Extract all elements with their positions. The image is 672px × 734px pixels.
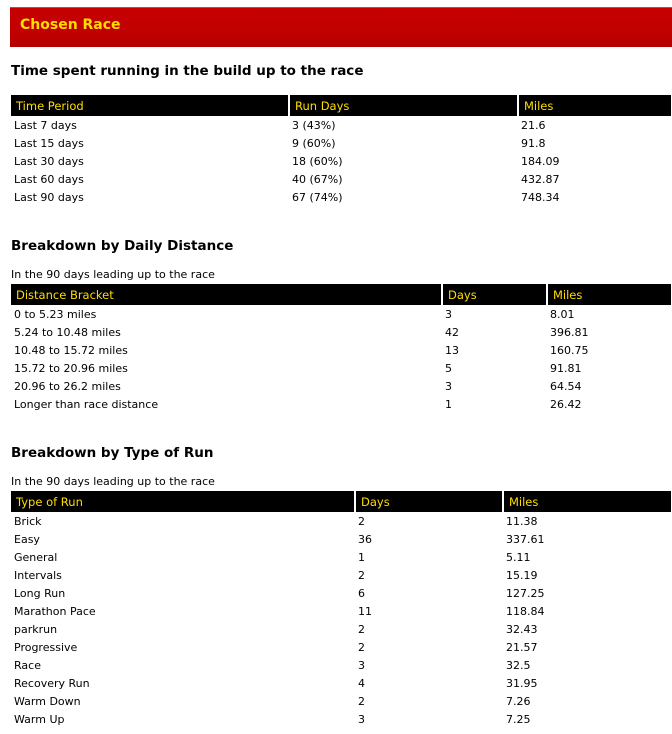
label-cell: Easy [14,532,40,546]
table-row [11,620,671,638]
column-header: Days [442,284,547,305]
days-cell: 36 [358,532,372,546]
miles-cell: 91.81 [550,361,582,375]
label-cell: Intervals [14,568,62,582]
miles-cell: 26.42 [550,397,582,411]
label-cell: Race [14,658,41,672]
table-row [11,134,671,152]
table-row [11,341,671,359]
column-header: Run Days [289,95,518,116]
miles-cell: 32.43 [506,622,538,636]
miles-cell: 7.25 [506,712,531,726]
label-cell: Last 60 days [14,172,84,186]
label-cell: Warm Up [14,712,65,726]
miles-cell: 7.26 [506,694,531,708]
label-cell: Long Run [14,586,66,600]
table-row [11,530,671,548]
miles-cell: 8.01 [550,307,575,321]
days-cell: 42 [445,325,459,339]
table-row [11,116,671,134]
table-row [11,602,671,620]
table-row [11,548,671,566]
label-cell: Last 30 days [14,154,84,168]
days-cell: 18 (60%) [292,154,343,168]
table-row [11,188,671,206]
label-cell: Progressive [14,640,78,654]
label-cell: Recovery Run [14,676,90,690]
table-row [11,377,671,395]
miles-cell: 31.95 [506,676,538,690]
table-row [11,170,671,188]
miles-cell: 127.25 [506,586,545,600]
chosen-race-banner [10,7,672,47]
table-body [11,116,671,206]
days-cell: 2 [358,514,365,528]
miles-cell: 337.61 [506,532,545,546]
table-row [11,710,671,728]
label-cell: Longer than race distance [14,397,159,411]
label-cell: 0 to 5.23 miles [14,307,97,321]
run-type-table [11,491,671,728]
miles-cell: 91.8 [521,136,546,150]
type-section-heading: Breakdown by Type of Run [11,445,214,461]
column-header: Time Period [11,95,289,116]
column-header: Miles [518,95,671,116]
label-cell: 15.72 to 20.96 miles [14,361,128,375]
label-cell: 20.96 to 26.2 miles [14,379,121,393]
days-cell: 3 [445,307,452,321]
distance-section-caption: In the 90 days leading up to the race [11,268,215,281]
miles-cell: 748.34 [521,190,560,204]
miles-cell: 15.19 [506,568,538,582]
time-period-table [11,95,671,206]
miles-cell: 396.81 [550,325,589,339]
distance-bracket-table [11,284,671,413]
table-body [11,305,671,413]
table-body [11,512,671,728]
miles-cell: 184.09 [521,154,560,168]
miles-cell: 21.6 [521,118,546,132]
distance-section-heading: Breakdown by Daily Distance [11,238,234,254]
type-section-caption: In the 90 days leading up to the race [11,475,215,488]
column-header: Miles [547,284,671,305]
miles-cell: 118.84 [506,604,545,618]
table-row [11,566,671,584]
days-cell: 40 (67%) [292,172,343,186]
label-cell: Brick [14,514,42,528]
column-header: Miles [503,491,671,512]
days-cell: 2 [358,694,365,708]
miles-cell: 160.75 [550,343,589,357]
days-cell: 6 [358,586,365,600]
table-header-row [11,491,671,512]
miles-cell: 432.87 [521,172,560,186]
label-cell: parkrun [14,622,58,636]
miles-cell: 21.57 [506,640,538,654]
label-cell: 10.48 to 15.72 miles [14,343,128,357]
miles-cell: 11.38 [506,514,538,528]
label-cell: Last 90 days [14,190,84,204]
label-cell: Last 15 days [14,136,84,150]
table-row [11,323,671,341]
days-cell: 3 [445,379,452,393]
table-row [11,152,671,170]
days-cell: 4 [358,676,365,690]
days-cell: 1 [445,397,452,411]
table-row [11,395,671,413]
table-row [11,512,671,530]
banner-title: Chosen Race [20,17,121,33]
column-header: Days [355,491,503,512]
days-cell: 1 [358,550,365,564]
table-row [11,305,671,323]
column-header: Distance Bracket [11,284,442,305]
label-cell: Warm Down [14,694,81,708]
table-row [11,656,671,674]
days-cell: 2 [358,640,365,654]
table-row [11,674,671,692]
days-cell: 9 (60%) [292,136,336,150]
label-cell: General [14,550,58,564]
days-cell: 67 (74%) [292,190,343,204]
column-header: Type of Run [11,491,355,512]
days-cell: 5 [445,361,452,375]
time-section-heading: Time spent running in the build up to the race [11,63,364,79]
miles-cell: 32.5 [506,658,531,672]
miles-cell: 5.11 [506,550,531,564]
table-row [11,359,671,377]
label-cell: Last 7 days [14,118,77,132]
table-header-row [11,284,671,305]
days-cell: 13 [445,343,459,357]
table-row [11,638,671,656]
days-cell: 2 [358,568,365,582]
days-cell: 3 [358,712,365,726]
label-cell: 5.24 to 10.48 miles [14,325,121,339]
miles-cell: 64.54 [550,379,582,393]
label-cell: Marathon Pace [14,604,96,618]
days-cell: 3 (43%) [292,118,336,132]
table-row [11,692,671,710]
table-row [11,584,671,602]
days-cell: 11 [358,604,372,618]
table-header-row [11,95,671,116]
days-cell: 2 [358,622,365,636]
days-cell: 3 [358,658,365,672]
